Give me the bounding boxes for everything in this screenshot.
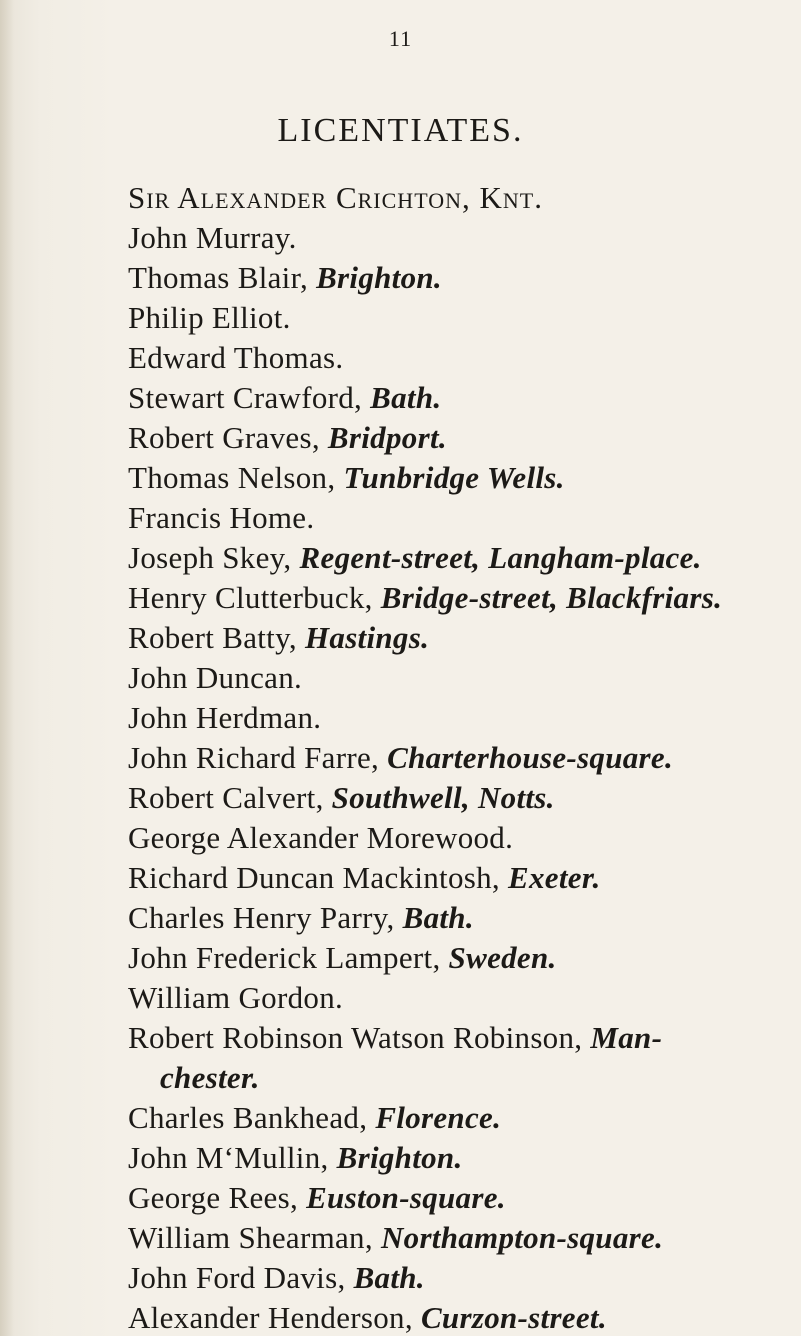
list-entry (128, 818, 797, 858)
entry-name: Charles Henry Parry, (128, 900, 403, 935)
entry-name: John Richard Farre, (128, 740, 388, 775)
list-entry (128, 778, 797, 818)
entry-place: Brighton. (316, 260, 442, 295)
entry-name: Philip Elliot. (128, 300, 291, 335)
list-entry (128, 1018, 797, 1058)
list-entry (128, 298, 797, 338)
entry-name: George Alexander Morewood. (128, 820, 514, 855)
entry-name: Robert Graves, (128, 420, 328, 455)
list-entry (128, 1258, 797, 1298)
entry-place: Southwell, Notts. (331, 780, 555, 815)
list-entry (128, 738, 797, 778)
list-entry (128, 218, 797, 258)
entry-place: Regent-street, Langham-place. (299, 540, 702, 575)
entry-name: Joseph Skey, (128, 540, 300, 575)
page-heading: LICENTIATES. (277, 112, 524, 149)
list-entry (128, 338, 797, 378)
entry-place: Brighton. (336, 1140, 463, 1175)
list-entry-continuation (160, 1058, 797, 1098)
list-entry (128, 618, 797, 658)
entry-name: Charles Bankhead, (128, 1100, 376, 1135)
entry-place: Florence. (375, 1100, 502, 1135)
entry-place: Curzon-street. (420, 1300, 607, 1335)
entry-place: Bath. (353, 1260, 425, 1295)
list-entry (128, 258, 797, 298)
list-entry (128, 178, 797, 218)
list-entry (128, 498, 797, 538)
list-entry (128, 1218, 797, 1258)
entry-name: George Rees, (128, 1180, 307, 1215)
entry-name: John M‘Mullin, (128, 1140, 337, 1175)
entry-name: Robert Calvert, (128, 780, 332, 815)
list-entry (128, 978, 797, 1018)
list-entry (128, 698, 797, 738)
entry-place: chester. (160, 1060, 260, 1095)
list-entry (128, 538, 797, 578)
entry-name: Robert Batty, (128, 620, 305, 655)
entry-name: John Ford Davis, (128, 1260, 354, 1295)
entry-name: Alexander Henderson, (128, 1300, 421, 1335)
list-entry (128, 418, 797, 458)
entry-name: Richard Duncan Mackintosh, (128, 860, 509, 895)
entry-place: Hastings. (304, 620, 430, 655)
entry-place: Northampton-square. (380, 1220, 664, 1255)
list-entry (128, 1098, 797, 1138)
entry-name: John Duncan. (128, 660, 303, 695)
entry-place: Bath. (402, 900, 474, 935)
list-entry (128, 1138, 797, 1178)
entry-name: William Shearman, (128, 1220, 381, 1255)
list-entry (128, 378, 797, 418)
entry-place: Charterhouse-square. (387, 740, 674, 775)
list-entry (128, 1298, 797, 1336)
entry-place: Exeter. (508, 860, 601, 895)
entry-name: Henry Clutterbuck, (128, 580, 381, 615)
gutter-shadow (0, 0, 14, 1336)
list-entry (128, 858, 797, 898)
entry-name: Sir Alexander Crichton, Knt. (128, 180, 543, 215)
list-entry (128, 578, 797, 618)
list-entry (128, 1178, 797, 1218)
entry-name: Francis Home. (128, 500, 315, 535)
entry-place: Man- (590, 1020, 663, 1055)
entry-name: Thomas Nelson, (128, 460, 344, 495)
entry-place: Bath. (370, 380, 442, 415)
entry-name: John Murray. (128, 220, 297, 255)
entry-name: John Herdman. (128, 700, 322, 735)
list-entry (128, 458, 797, 498)
entry-name: William Gordon. (128, 980, 344, 1015)
entry-place: Euston-square. (306, 1180, 506, 1215)
entry-place: Tunbridge Wells. (343, 460, 565, 495)
entry-name: Stewart Crawford, (128, 380, 371, 415)
entry-name: Thomas Blair, (128, 260, 317, 295)
entry-name: Edward Thomas. (128, 340, 344, 375)
page-number: 11 (388, 26, 413, 51)
entry-name: John Frederick Lampert, (128, 940, 449, 975)
list-entry (128, 898, 797, 938)
entry-place: Sweden. (448, 940, 557, 975)
entry-place: Bridge-street, Blackfriars. (380, 580, 723, 615)
entry-place: Bridport. (327, 420, 447, 455)
list-entry (128, 658, 797, 698)
entry-name: Robert Robinson Watson Robinson, (128, 1020, 591, 1055)
list-entry (128, 938, 797, 978)
